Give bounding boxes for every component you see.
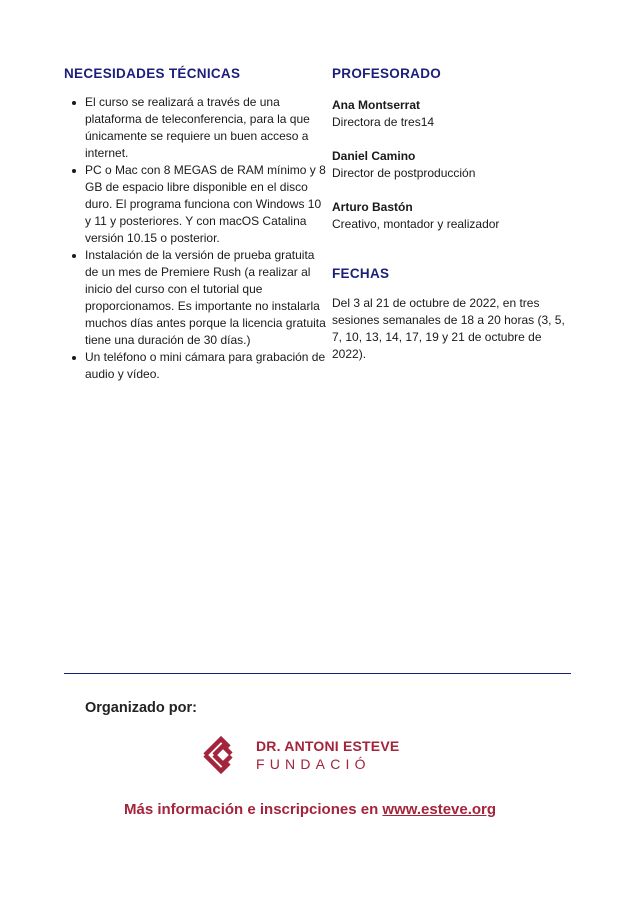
teacher-role: Director de postproducción xyxy=(332,166,476,180)
teacher-entry xyxy=(332,199,592,233)
dates-heading: FECHAS xyxy=(332,266,390,281)
foundation-logo-icon xyxy=(201,733,245,777)
teacher-entry xyxy=(332,148,592,182)
requirements-heading: NECESIDADES TÉCNICAS xyxy=(64,66,241,81)
teacher-name: Ana Montserrat xyxy=(332,98,421,112)
requirements-list xyxy=(64,94,327,383)
teacher-name: Arturo Bastón xyxy=(332,200,413,214)
dates-text: Del 3 al 21 de octubre de 2022, en tres sesiones semanales de 18 a 20 horas (3, 5, 7, 10, 13, 14, 17, 19 y 21 de octubre de 2022). xyxy=(332,296,565,361)
organized-label: Organizado por: xyxy=(85,700,197,716)
list-item: Instalación de la versión de prueba gratuita de un mes de Premiere Rush (a realizar al inicio del curso con el tutorial que proporcionamos. Es importante no instalarla muchos días antes porque la licencia gratuita tiene una duración de 30 días.) xyxy=(85,248,326,347)
teacher-name: Daniel Camino xyxy=(332,149,416,163)
logo-subtitle: FUNDACIÓ xyxy=(256,756,371,772)
list-item: Un teléfono o mini cámara para grabación de audio y vídeo. xyxy=(85,350,326,381)
teacher-role: Creativo, montador y realizador xyxy=(332,217,500,231)
website-link[interactable]: www.esteve.org xyxy=(382,801,497,818)
more-info xyxy=(124,801,496,818)
faculty-heading: PROFESORADO xyxy=(332,66,442,81)
info-text: Más información e inscripciones en xyxy=(124,801,383,818)
teacher-role: Directora de tres14 xyxy=(332,115,435,129)
logo-name: DR. ANTONI ESTEVE xyxy=(256,738,400,754)
teacher-entry xyxy=(332,97,592,131)
list-item: PC o Mac con 8 MEGAS de RAM mínimo y 8 GB de espacio libre disponible en el disco duro. El programa funciona con Windows 10 y 11 y posteriores. Y con macOS Catalina versión 10.15 o posterior. xyxy=(85,163,326,245)
footer-divider xyxy=(64,673,571,674)
list-item: El curso se realizará a través de una plataforma de teleconferencia, para la que únicamente se requiere un buen acceso a internet. xyxy=(85,94,327,162)
